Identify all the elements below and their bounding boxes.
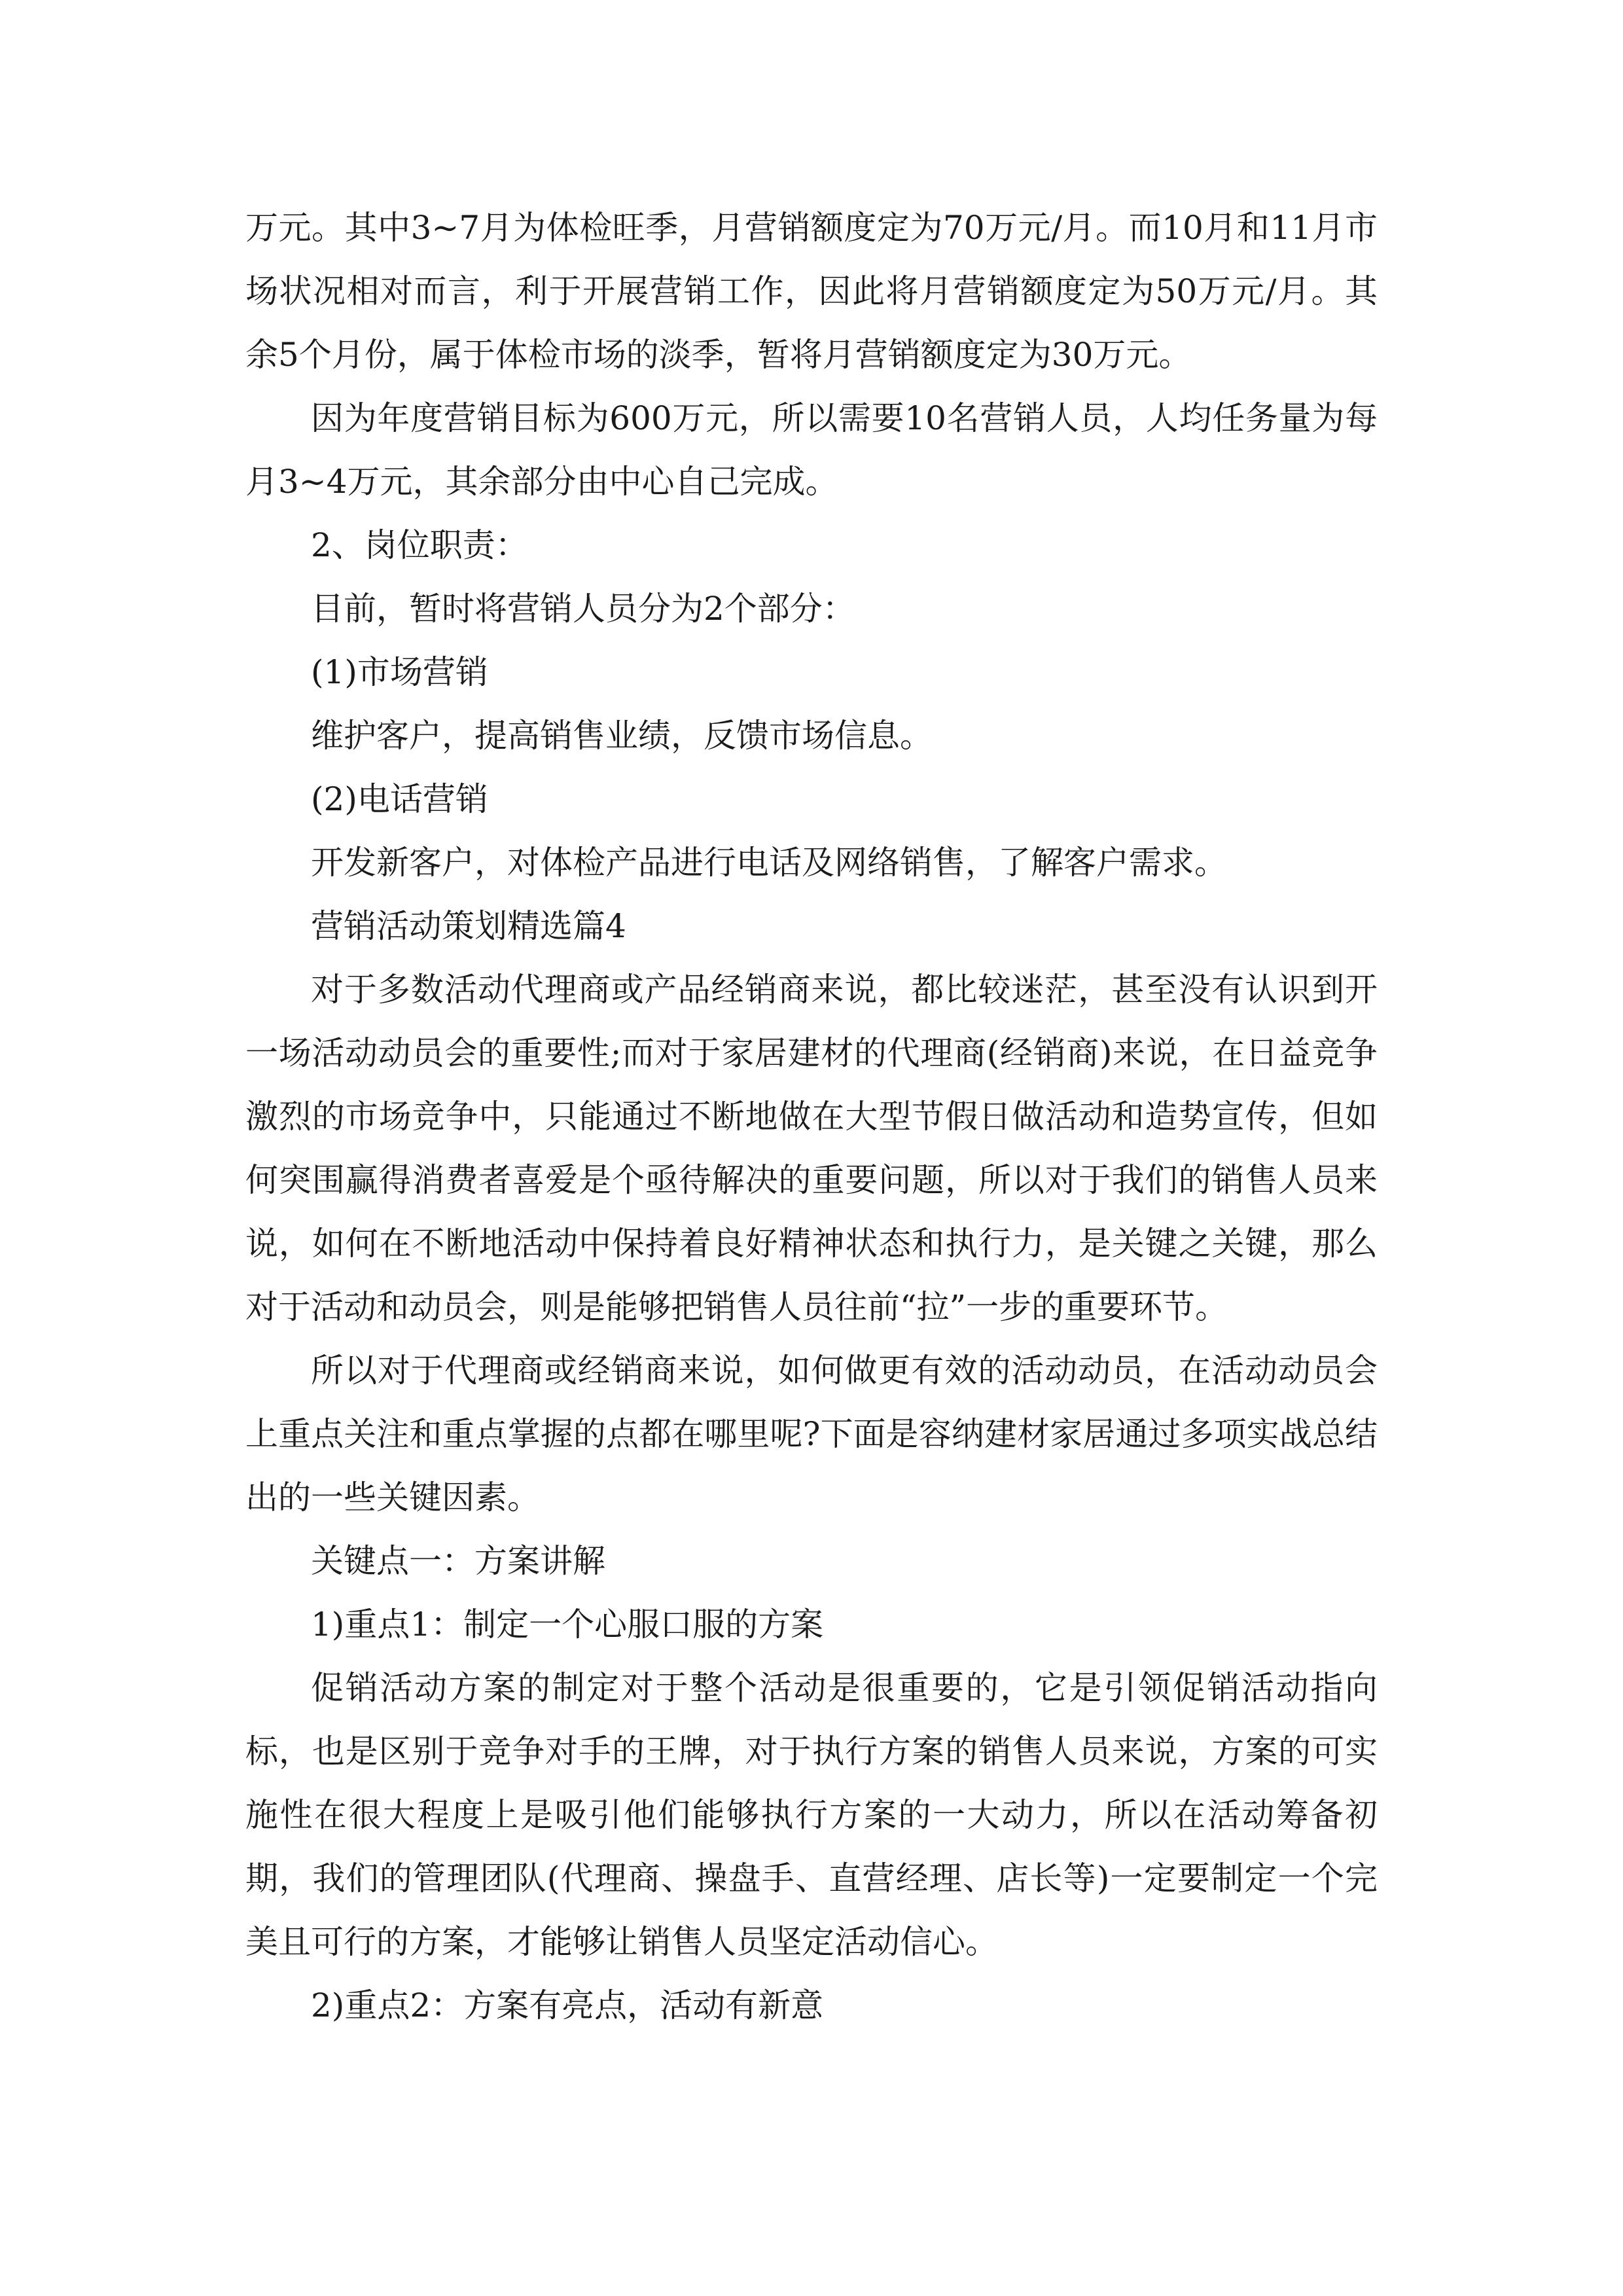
heading-key-point-one: 关键点一：方案讲解 xyxy=(311,1542,605,1580)
paragraph-phone-sales-duty: 开发新客户，对体检产品进行电话及网络销售，了解客户需求。 xyxy=(311,844,1227,882)
subheading-focus-2: 2)重点2：方案有亮点，活动有新意 xyxy=(311,1986,824,2024)
paragraph-two-parts: 目前，暂时将营销人员分为2个部分： xyxy=(311,590,855,628)
paragraph-annual-target: 因为年度营销目标为600万元，所以需要10名营销人员，人均任务量为每月3~4万元，其余部分由中心自己完成。 xyxy=(245,399,1378,501)
heading-job-duties: 2、岗位职责： xyxy=(311,526,528,564)
paragraph-dealers-confusion: 对于多数活动代理商或产品经销商来说，都比较迷茫，甚至没有认识到开一场活动动员会的重要性;而对于家居建材的代理商(经销商)来说，在日益竞争激烈的市场竞争中，只能通过不断地做在大型节假日做活动和造势宣传，但如何突围赢得消费者喜爱是个亟待解决的重要问题，所以对于我们的销售人员来说，如何在不断地活动中保持着良好精神状态和执行力，是关键之关键，那么对于活动和动员会，则是能够把销售人员往前“拉”一步的重要环节。 xyxy=(245,971,1378,1326)
subheading-phone-sales: (2)电话营销 xyxy=(311,780,488,818)
paragraph-plan-importance: 促销活动方案的制定对于整个活动是很重要的，它是引领促销活动指向标，也是区别于竞争对手的王牌，对于执行方案的销售人员来说，方案的可实施性在很大程度上是吸引他们能够执行方案的一大动力，所以在活动筹备初期，我们的管理团队(代理商、操盘手、直营经理、店长等)一定要制定一个完美且可行的方案，才能够让销售人员坚定活动信心。 xyxy=(245,1669,1378,1961)
document-body xyxy=(245,196,1378,2037)
subheading-market-sales: (1)市场营销 xyxy=(311,653,488,691)
paragraph-sales-quota-continuation: 万元。其中3~7月为体检旺季，月营销额度定为70万元/月。而10月和11月市场状况相对而言，利于开展营销工作，因此将月营销额度定为50万元/月。其余5个月份，属于体检市场的淡季，暂将月营销额度定为30万元。 xyxy=(245,209,1378,374)
subheading-focus-1: 1)重点1：制定一个心服口服的方案 xyxy=(311,1605,824,1643)
paragraph-key-factors-intro: 所以对于代理商或经销商来说，如何做更有效的活动动员，在活动动员会上重点关注和重点掌握的点都在哪里呢?下面是容纳建材家居通过多项实战总结出的一些关键因素。 xyxy=(245,1352,1378,1516)
section-title-part-4: 营销活动策划精选篇4 xyxy=(311,907,626,945)
paragraph-market-sales-duty: 维护客户，提高销售业绩，反馈市场信息。 xyxy=(311,717,933,755)
